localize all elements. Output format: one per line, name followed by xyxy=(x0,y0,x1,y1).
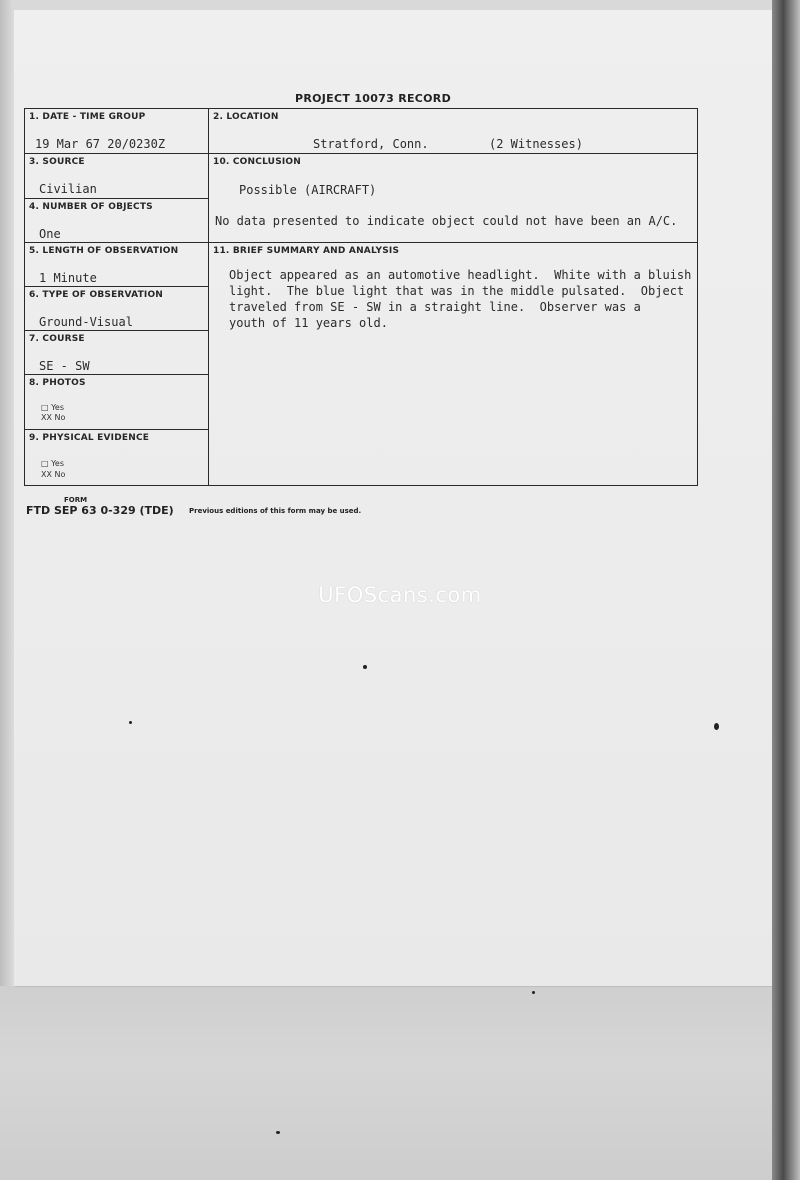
length-of-observation-label: 5. LENGTH OF OBSERVATION xyxy=(29,246,179,256)
left-column xyxy=(25,109,209,485)
course-label: 7. COURSE xyxy=(29,334,85,344)
footer-form-code: FTD SEP 63 0-329 (TDE) xyxy=(26,504,174,517)
summary-text: Object appeared as an automotive headlight. White with a bluish light. The blue light that was in the middle pulsated. Object traveled from SE - SW in a straight line. Observer was a youth of 11 years old. xyxy=(229,268,692,330)
photos-no-option xyxy=(41,413,65,422)
location-value: Stratford, Conn. xyxy=(313,137,429,151)
photos-yes-checkbox: □ xyxy=(41,403,49,412)
right-column xyxy=(209,109,697,485)
record-form xyxy=(24,108,698,486)
scan-speck xyxy=(129,721,132,724)
source-value: Civilian xyxy=(39,182,97,196)
course-cell xyxy=(25,331,208,375)
number-of-objects-cell xyxy=(25,199,208,243)
photos-no-mark: XX xyxy=(41,413,52,422)
physical-evidence-label: 9. PHYSICAL EVIDENCE xyxy=(29,433,150,443)
photos-cell xyxy=(25,375,208,430)
date-time-group-cell xyxy=(25,109,208,154)
footer-form-word: FORM xyxy=(64,496,88,504)
physical-evidence-yes-option xyxy=(41,459,64,468)
number-of-objects-label: 4. NUMBER OF OBJECTS xyxy=(29,202,153,212)
date-time-group-label: 1. DATE - TIME GROUP xyxy=(29,112,146,122)
type-of-observation-cell xyxy=(25,287,208,331)
number-of-objects-value: One xyxy=(39,227,61,241)
scan-speck xyxy=(363,665,367,669)
watermark: UFOScans.com xyxy=(318,583,482,607)
physical-evidence-yes-checkbox: □ xyxy=(41,459,49,468)
type-of-observation-value: Ground-Visual xyxy=(39,315,133,329)
scan-speck xyxy=(532,991,535,994)
footer-note: Previous editions of this form may be used. xyxy=(189,507,362,515)
summary-label: 11. BRIEF SUMMARY AND ANALYSIS xyxy=(213,246,400,256)
scan-speck xyxy=(276,1131,280,1134)
conclusion-cell xyxy=(209,154,697,243)
date-time-group-value: 19 Mar 67 20/0230Z xyxy=(35,137,166,151)
conclusion-value: Possible (AIRCRAFT) xyxy=(239,183,377,197)
photos-label: 8. PHOTOS xyxy=(29,378,86,388)
photos-no-label: No xyxy=(54,413,66,422)
conclusion-note: No data presented to indicate object could not have been an A/C. xyxy=(215,214,678,228)
course-value: SE - SW xyxy=(39,359,90,373)
witnesses-value: (2 Witnesses) xyxy=(489,137,583,151)
scan-speck xyxy=(714,723,719,730)
location-label: 2. LOCATION xyxy=(213,112,279,122)
source-cell xyxy=(25,154,208,199)
physical-evidence-yes-label: Yes xyxy=(51,459,65,468)
type-of-observation-label: 6. TYPE OF OBSERVATION xyxy=(29,290,164,300)
physical-evidence-no-option xyxy=(41,470,65,479)
physical-evidence-no-label: No xyxy=(54,470,66,479)
location-cell xyxy=(209,109,697,154)
physical-evidence-no-mark: XX xyxy=(41,470,52,479)
summary-cell xyxy=(209,243,697,487)
lower-sheet xyxy=(0,986,772,1180)
form-title: PROJECT 10073 RECORD xyxy=(295,92,452,105)
photos-yes-option xyxy=(41,403,64,412)
conclusion-label: 10. CONCLUSION xyxy=(213,157,302,167)
source-label: 3. SOURCE xyxy=(29,157,85,167)
physical-evidence-cell xyxy=(25,430,208,487)
length-of-observation-cell xyxy=(25,243,208,287)
length-of-observation-value: 1 Minute xyxy=(39,271,97,285)
photos-yes-label: Yes xyxy=(51,403,65,412)
